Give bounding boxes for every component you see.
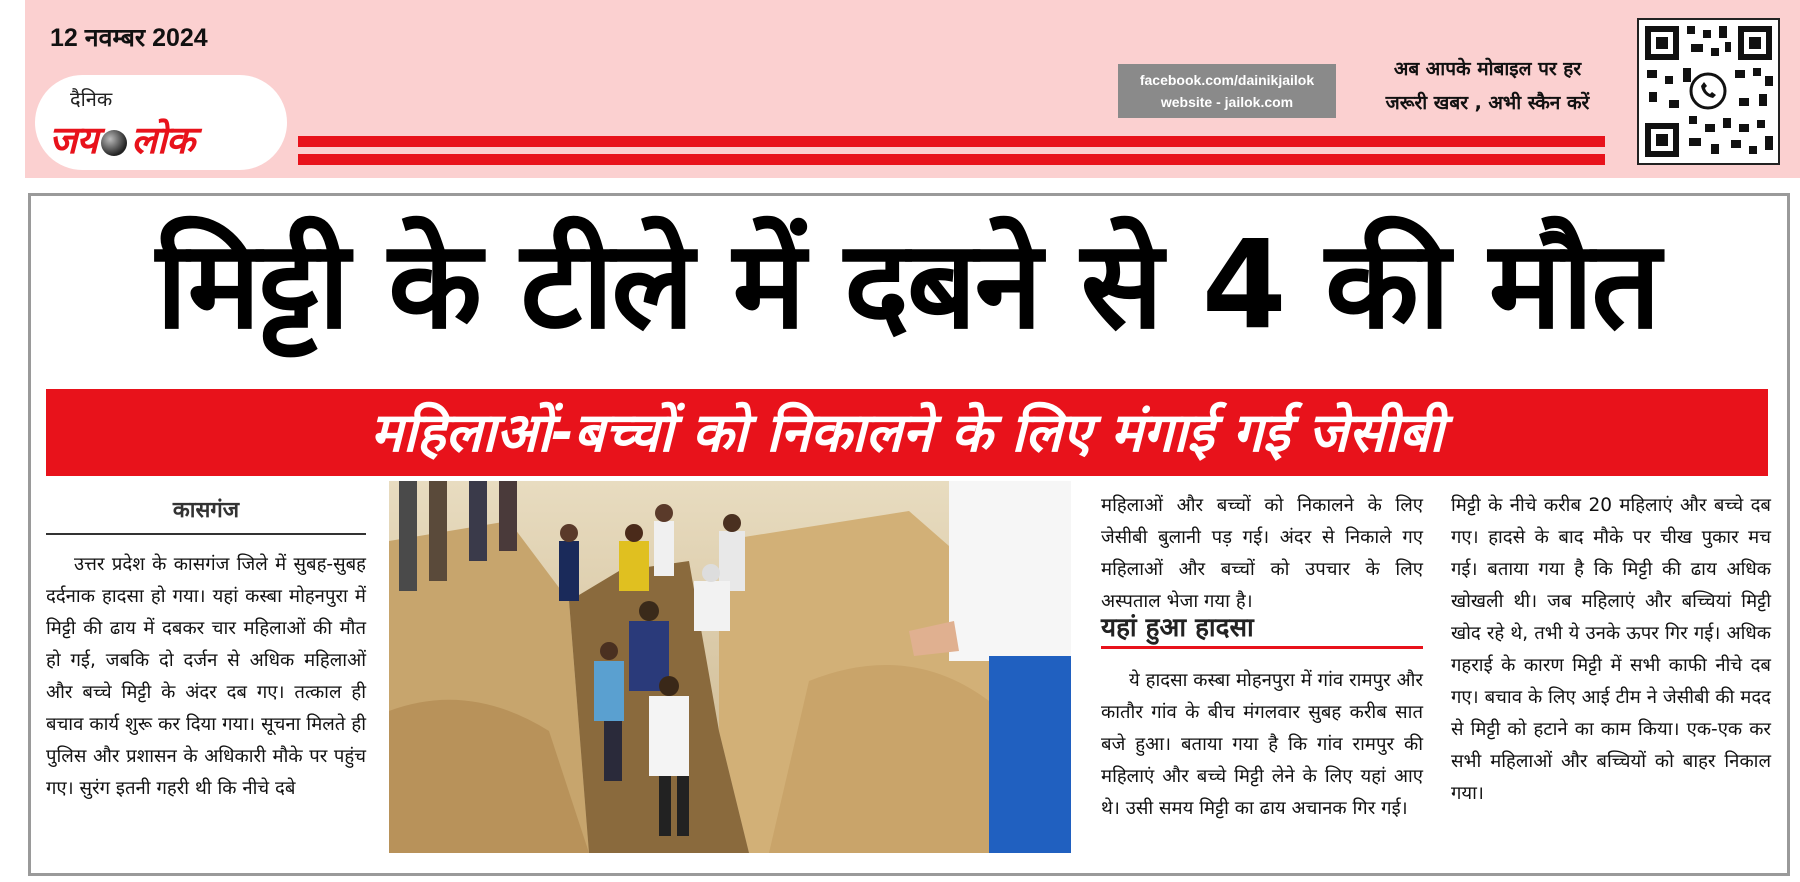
- news-photo: [389, 481, 1071, 853]
- qr-promo-text: [1355, 52, 1620, 120]
- masthead-rule-bottom: [298, 154, 1605, 165]
- logo-wordmark: [49, 113, 194, 165]
- article-column-2b: ये हादसा कस्बा मोहनपुरा में गांव रामपुर और कातौर गांव के बीच मंगलवार सुबह करीब सात बजे हुआ। बताया गया है कि गांव रामपुर की महिलाएं और बच्चे मिट्टी लेने के लिए यहां आए थे। उसी समय मिट्टी का ढाय अचानक गिर गई।: [1101, 670, 1423, 819]
- subheadline-banner: [46, 389, 1768, 476]
- facebook-link[interactable]: facebook.com/dainikjailok: [1139, 72, 1315, 88]
- article-column-1: उत्तर प्रदेश के कासगंज जिले में सुबह-सुबह दर्दनाक हादसा हो गया। यहां कस्बा मोहनपुरा में मिट्टी की ढाय में दबकर चार महिलाओं की मौत हो गई, जबकि दो दर्जन से अधिक महिलाओं और बच्चे मिट्टी के अंदर दब गए। तत्काल ही बचाव कार्य शुरू कर दिया गया। सूचना मिलते ही पुलिस और प्रशासन के अधिकारी मौके पर पहुंच गए। सुरंग इतनी गहरी थी कि नीचे दबे: [46, 554, 366, 799]
- globe-icon: [101, 130, 127, 156]
- masthead-rule-top: [298, 136, 1605, 147]
- qr-code[interactable]: [1637, 18, 1780, 165]
- article-headline: मिट्टी के टीले में दबने से 4 की मौत: [156, 214, 1659, 356]
- dateline: कासगंज: [172, 498, 240, 523]
- issue-date: 12 नवम्बर 2024: [50, 24, 208, 52]
- dateline-rule: [46, 533, 366, 535]
- article-column-3: मिट्टी के नीचे करीब 20 महिलाएं और बच्चे दब गए। हादसे के बाद मौके पर चीख पुकार मच गई। बताया गया है कि मिट्टी की ढाय अधिक खोखली थी। जब महिलाएं और बच्चियां मिट्टी खोद रहे थे, तभी ये उनके ऊपर गिर गई। अधिक गहराई के कारण मिट्टी में सभी काफी नीचे दब गए। बचाव के लिए आई टीम ने जेसीबी की मदद से मिट्टी को हटाने का काम किया। एक-एक कर सभी महिलाओं और बच्चियों को बाहर निकाल गया।: [1451, 495, 1771, 804]
- logo-word-left: जय: [49, 118, 98, 162]
- article-column-2: महिलाओं और बच्चों को निकालने के लिए जेसीबी बुलानी पड़ गई। अंदर से निकाले गए महिलाओं और बच्चों को उपचार के लिए अस्पताल भेजा गया है।: [1101, 495, 1423, 612]
- logo-word-right: लोक: [131, 118, 195, 162]
- article-subheadline: महिलाओं-बच्चों को निकालने के लिए मंगाई गई जेसीबी: [370, 401, 1444, 464]
- subhead-rule: [1101, 646, 1423, 649]
- promo-line-1: अब आपके मोबाइल पर हर: [1393, 58, 1582, 80]
- promo-line-2: जरूरी खबर , अभी स्कैन करें: [1385, 92, 1590, 114]
- logo-small-text: दैनिक: [70, 87, 113, 111]
- newspaper-logo[interactable]: [35, 75, 287, 170]
- whatsapp-icon: [1691, 74, 1725, 108]
- section-subhead: यहां हुआ हादसा: [1101, 613, 1254, 643]
- website-link[interactable]: website - jailok.com: [1160, 94, 1294, 110]
- rescue-scene-image: [389, 481, 1071, 853]
- social-links-box: [1118, 64, 1336, 118]
- qr-code-graphic: [1639, 20, 1778, 163]
